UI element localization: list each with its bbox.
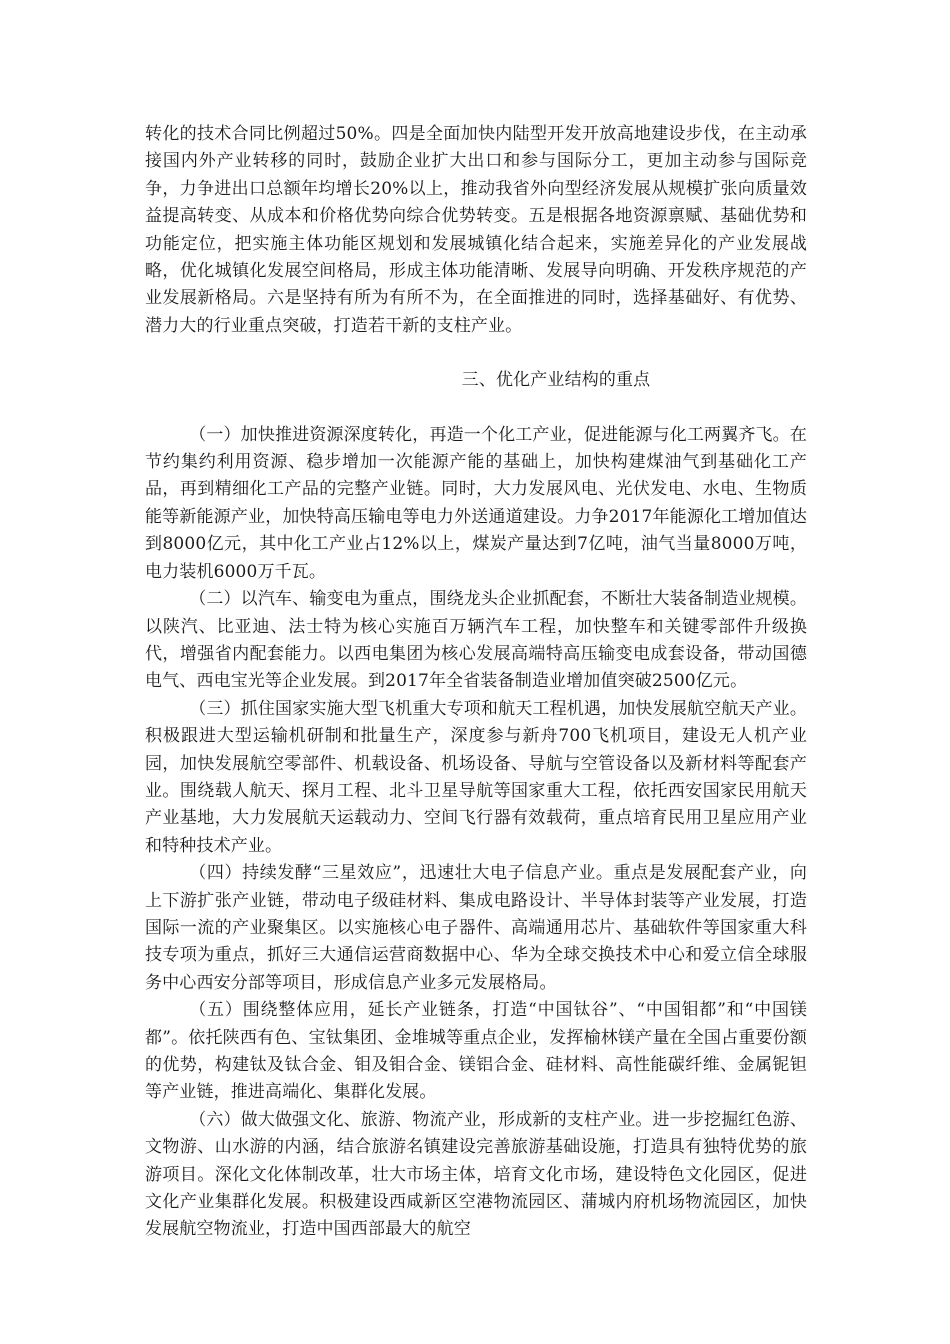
paragraph-5: （五）围绕整体应用，延长产业链条，打造“中国钛谷”、“中国钼都”和“中国镁都”。依托陕西有色、宝钛集团、金堆城等重点企业，发挥榆林镁产量在全国占重要份额的优势，构建钛及钛合金、钼及钼合金、镁铝合金、硅材料、高性能碳纤维、金属铌钽等产业链，推进高端化、集群化发展。 [145,1000,807,1103]
paragraph-6: （六）做大做强文化、旅游、物流产业，形成新的支柱产业。进一步挖掘红色游、文物游、山水游的内涵，结合旅游名镇建设完善旅游基础设施，打造具有独特优势的旅游项目。深化文化体制改革，壮大市场主体，培育文化市场，建设特色文化园区，促进文化产业集群化发展。积极建设西咸新区空港物流园区、蒲城内府机场物流园区，加快发展航空物流业，打造中国西部最大的航空 [145,1109,807,1240]
paragraph-2: （二）以汽车、输变电为重点，围绕龙头企业抓配套，不断壮大装备制造业规模。以陕汽、比亚迪、法士特为核心实施百万辆汽车工程，加快整车和关键零部件升级换代，增强省内配套能力。以西电集团为核心发展高端特高压输变电成套设备，带动国德电气、西电宝光等企业发展。到2017年全省装备制造业增加值突破2500亿元。 [145,589,807,692]
document-page [145,121,807,1244]
intro-paragraph: 转化的技术合同比例超过50%。四是全面加快内陆型开发开放高地建设步伐，在主动承接国内外产业转移的同时，鼓励企业扩大出口和参与国际分工，更加主动参与国际竞争，力争进出口总额年均增长20%以上，推动我省外向型经济发展从规模扩张向质量效益提高转变、从成本和价格优势向综合优势转变。五是根据各地资源禀赋、基础优势和功能定位，把实施主体功能区规划和发展城镇化结合起来，实施差异化的产业发展战略，优化城镇化发展空间格局，形成主体功能清晰、发展导向明确、开发秩序规范的产业发展新格局。六是坚持有所为有所不为，在全面推进的同时，选择基础好、有优势、潜力大的行业重点突破，打造若干新的支柱产业。 [145,124,807,336]
paragraph-1: （一）加快推进资源深度转化，再造一个化工产业，促进能源与化工两翼齐飞。在节约集约利用资源、稳步增加一次能源产能的基础上，加快构建煤油气到基础化工产品，再到精细化工产品的完整产业链。同时，大力发展风电、光伏发电、水电、生物质能等新能源产业，加快特高压输电等电力外送通道建设。力争2017年能源化工增加值达到8000亿元，其中化工产业占12%以上，煤炭产量达到7亿吨，油气当量8000万吨，电力装机6000万千瓦。 [145,424,807,582]
paragraph-3: （三）抓住国家实施大型飞机重大专项和航天工程机遇，加快发展航空航天产业。积极跟进大型运输机研制和批量生产，深度参与新舟700飞机项目，建设无人机产业园，加快发展航空零部件、机载设备、机场设备、导航与空管设备以及新材料等配套产业。围绕载人航天、探月工程、北斗卫星导航等国家重大工程，依托西安国家民用航天产业基地，大力发展航天运载动力、空间飞行器有效载荷，重点培育民用卫星应用产业和特种技术产业。 [145,698,807,856]
paragraph-4: （四）持续发酵“三星效应”，迅速壮大电子信息产业。重点是发展配套产业，向上下游扩张产业链，带动电子级硅材料、集成电路设计、半导体封装等产业发展，打造国际一流的产业聚集区。以实施核心电子器件、高端通用芯片、基础软件等国家重大科技专项为重点，抓好三大通信运营商数据中心、华为全球交换技术中心和爱立信全球服务中心西安分部等项目，形成信息产业多元发展格局。 [145,863,807,993]
section-heading: 三、优化产业结构的重点 [461,370,651,391]
